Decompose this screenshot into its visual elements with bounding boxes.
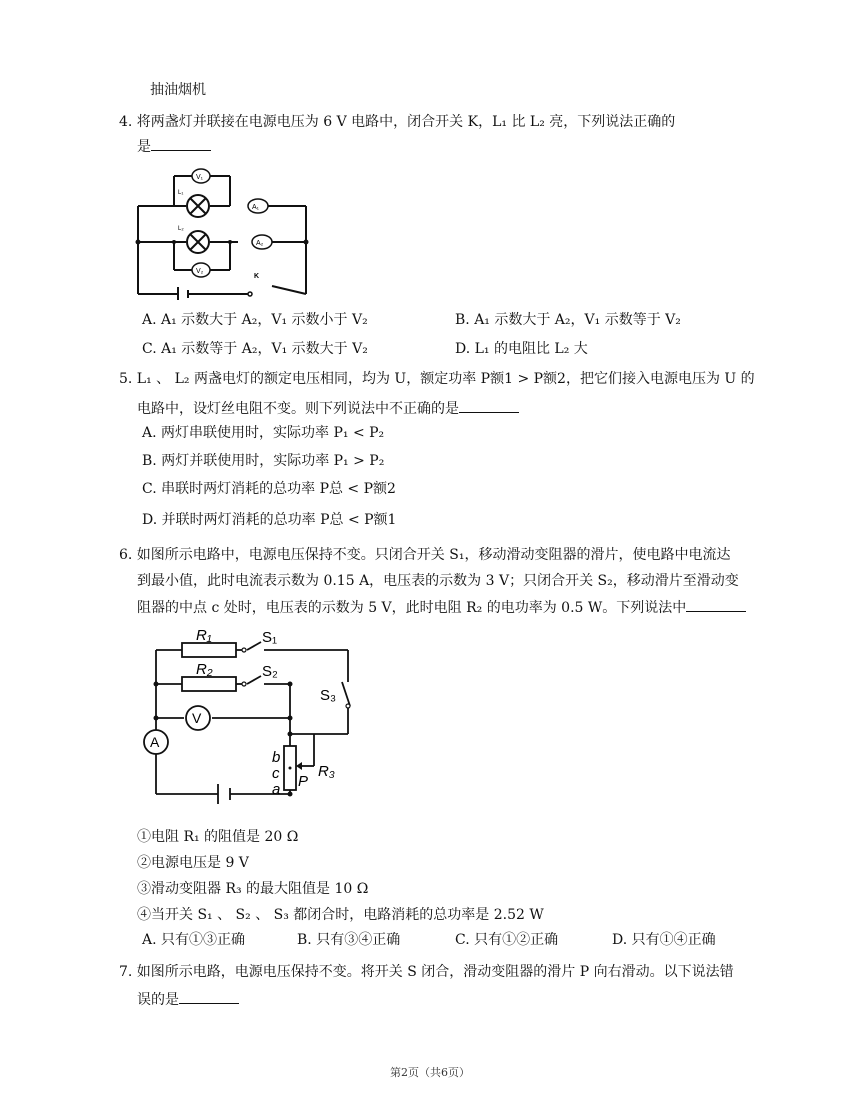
q7-stem-line2: 误的是 xyxy=(137,989,239,1010)
q5-option-b: B. 两灯并联使用时，实际功率 P₁ > P₂ xyxy=(142,453,385,469)
q6-stem-line1: 6. 如图所示电路中，电源电压保持不变。只闭合开关 S₁，移动滑动变阻器的滑片，使电路中电流达 xyxy=(119,547,731,563)
q6-stem-line2: 到最小值，此时电流表示数为 0.15 A，电压表的示数为 3 V；只闭合开关 S₂，移动滑片至滑动变 xyxy=(137,573,739,589)
s3-label: S₃ xyxy=(320,687,337,704)
q4-circuit-diagram xyxy=(134,162,310,300)
voltmeter-label: V xyxy=(192,710,202,726)
q5-option-c: C. 串联时两灯消耗的总功率 P总 < P额2 xyxy=(142,481,396,497)
l1-label: L₁ xyxy=(178,190,184,196)
q6-option-a: A. 只有①③正确 xyxy=(142,932,246,948)
q7-stem-line1: 7. 如图所示电路，电源电压保持不变。将开关 S 闭合，滑动变阻器的滑片 P 向右滑动。以下说法错 xyxy=(119,964,734,980)
q4-option-c: C. A₁ 示数等于 A₂，V₁ 示数大于 V₂ xyxy=(142,341,368,357)
q6-statement-3: ③滑动变阻器 R₃ 的最大阻值是 10 Ω xyxy=(137,881,369,897)
v2-label: V₂ xyxy=(196,268,204,275)
s2-label: S₂ xyxy=(262,663,278,680)
q5-option-a: A. 两灯串联使用时，实际功率 P₁ < P₂ xyxy=(142,425,385,441)
q4-option-b: B. A₁ 示数大于 A₂，V₁ 示数等于 V₂ xyxy=(455,312,681,328)
q6-statement-2: ②电源电压是 9 V xyxy=(137,855,249,871)
a2-label: A₂ xyxy=(256,240,264,247)
q5-stem-line1: 5. L₁ 、 L₂ 两盏电灯的额定电压相同，均为 U，额定功率 P额1 > P额2，把它们接入电源电压为 U 的 xyxy=(119,371,755,387)
q6-option-b: B. 只有③④正确 xyxy=(297,932,401,948)
k-label: K xyxy=(254,273,260,280)
q5-stem-line2: 电路中，设灯丝电阻不变。则下列说法中不正确的是 xyxy=(137,398,519,419)
rheostat-b-label: b xyxy=(272,749,281,766)
rheostat-c-label: c xyxy=(272,765,280,782)
page-footer: 第2页（共6页） xyxy=(390,1066,470,1079)
v1-label: V₁ xyxy=(196,174,204,181)
q6-circuit-diagram xyxy=(138,622,364,812)
r2-label: R₂ xyxy=(196,661,213,678)
q6-answer-blank xyxy=(686,597,746,612)
l2-label: L₂ xyxy=(178,226,184,232)
q5-answer-blank xyxy=(459,398,519,413)
s1-label: S₁ xyxy=(262,629,278,646)
q6-statement-4: ④当开关 S₁ 、 S₂ 、 S₃ 都闭合时，电路消耗的总功率是 2.52 W xyxy=(137,907,544,923)
q4-stem-line1: 4. 将两盏灯并联接在电源电压为 6 V 电路中，闭合开关 K，L₁ 比 L₂ 亮，下列说法正确的 xyxy=(119,114,676,130)
rheostat-a-label: a xyxy=(272,781,281,798)
q4-option-d: D. L₁ 的电阻比 L₂ 大 xyxy=(455,341,588,357)
q6-statement-1: ①电阻 R₁ 的阻值是 20 Ω xyxy=(137,829,299,845)
q6-option-c: C. 只有①②正确 xyxy=(455,932,559,948)
q4-stem-line2: 是 xyxy=(137,136,211,157)
q4-option-a: A. A₁ 示数大于 A₂，V₁ 示数小于 V₂ xyxy=(142,312,368,328)
q6-stem-line3: 阻器的中点 c 处时，电压表的示数为 5 V，此时电阻 R₂ 的电功率为 0.5 W。下列说法中 xyxy=(137,597,746,618)
q7-answer-blank xyxy=(179,989,239,1004)
q4-answer-blank xyxy=(151,136,211,151)
a1-label: A₁ xyxy=(252,204,260,211)
previous-option-text: 抽油烟机 xyxy=(150,82,206,98)
r3-label: R₃ xyxy=(318,763,335,780)
q6-option-d: D. 只有①④正确 xyxy=(612,932,716,948)
slider-p-label: P xyxy=(298,773,309,790)
q5-option-d: D. 并联时两灯消耗的总功率 P总 < P额1 xyxy=(142,512,397,528)
r1-label: R₁ xyxy=(196,627,212,644)
ammeter-label: A xyxy=(150,734,160,750)
